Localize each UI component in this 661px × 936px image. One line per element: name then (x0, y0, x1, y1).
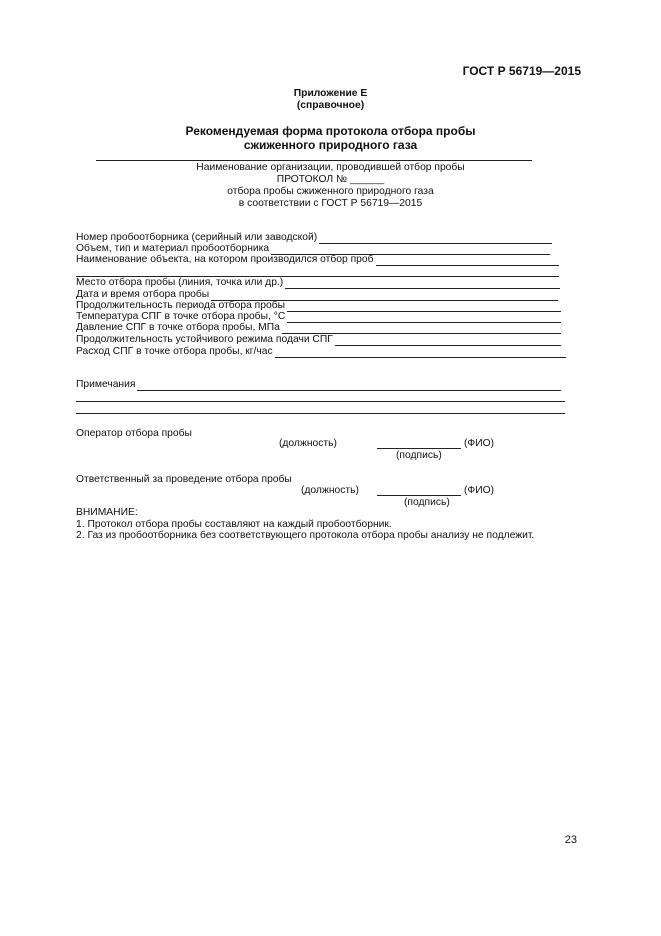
field-label: Наименование объекта, на котором производился отбор проб (76, 254, 374, 265)
notes-line-3 (76, 413, 565, 414)
field-label: Продолжительность устойчивого режима подачи СПГ (76, 334, 333, 345)
field-label: Температура СПГ в точке отбора пробы, °С (76, 311, 286, 322)
page-number: 23 (564, 834, 577, 846)
responsible-signature-line (377, 495, 461, 496)
attention-item-1: 1. Протокол отбора пробы составляют на каждый пробоотборник. (76, 519, 392, 530)
doc-title-line2: сжиженного природного газа (243, 138, 418, 152)
responsible-fio-caption: (ФИО) (464, 485, 495, 496)
field-label: Место отбора пробы (линия, точка или др.) (76, 277, 284, 288)
field-lng-flow-rate (76, 346, 566, 358)
operator-position-caption: (должность) (279, 438, 337, 449)
attention-title: ВНИМАНИЕ: (76, 507, 138, 518)
field-label: Номер пробоотборника (серийный или заводской) (76, 232, 318, 243)
appendix-title: Приложение Е (293, 88, 368, 99)
operator-fio-caption: (ФИО) (464, 438, 495, 449)
doc-title-line1: Рекомендуемая форма протокола отбора пробы (185, 124, 476, 138)
field-lng-pressure (76, 322, 561, 334)
field-label: Давление СПГ в точке отбора пробы, МПа (76, 322, 280, 333)
notes-line (137, 381, 561, 391)
notes-row (76, 379, 561, 391)
field-label: Продолжительность периода отбора пробы (76, 300, 286, 311)
field-line (275, 348, 566, 358)
operator-signature-line (377, 448, 461, 449)
field-line (282, 324, 561, 334)
field-sampling-point (76, 277, 560, 289)
field-steady-supply-duration (76, 334, 561, 346)
responsible-signature-caption: (подпись) (404, 497, 450, 508)
notes-line-2 (76, 401, 565, 402)
field-label: Расход СПГ в точке отбора пробы, кг/час (76, 346, 273, 357)
appendix-subtitle: (справочное) (296, 100, 365, 111)
protocol-number: ПРОТОКОЛ № ______ (276, 174, 385, 185)
organization-name-line (96, 160, 532, 161)
field-label: Дата и время отбора пробы (76, 289, 210, 300)
field-object-name-continued (76, 265, 559, 277)
notes-label: Примечания (76, 379, 136, 390)
protocol-standard-ref: в соответствии с ГОСТ Р 56719—2015 (238, 198, 423, 209)
organization-caption: Наименование организации, проводившей отбор пробы (196, 162, 465, 173)
protocol-subject: отбора пробы сжиженного природного газа (227, 186, 434, 197)
responsible-label: Ответственный за проведение отбора пробы (76, 474, 292, 485)
attention-item-2: 2. Газ из пробоотборника без соответствующего протокола отбора пробы анализу не подлежит. (76, 530, 535, 541)
field-line (285, 279, 560, 289)
field-line (76, 267, 559, 277)
operator-signature-caption: (подпись) (396, 450, 442, 461)
field-line (335, 336, 561, 346)
field-label: Объем, тип и материал пробоотборника (76, 243, 270, 254)
responsible-position-caption: (должность) (301, 485, 359, 496)
standard-number: ГОСТ Р 56719—2015 (462, 64, 581, 78)
operator-label: Оператор отбора пробы (76, 428, 192, 439)
